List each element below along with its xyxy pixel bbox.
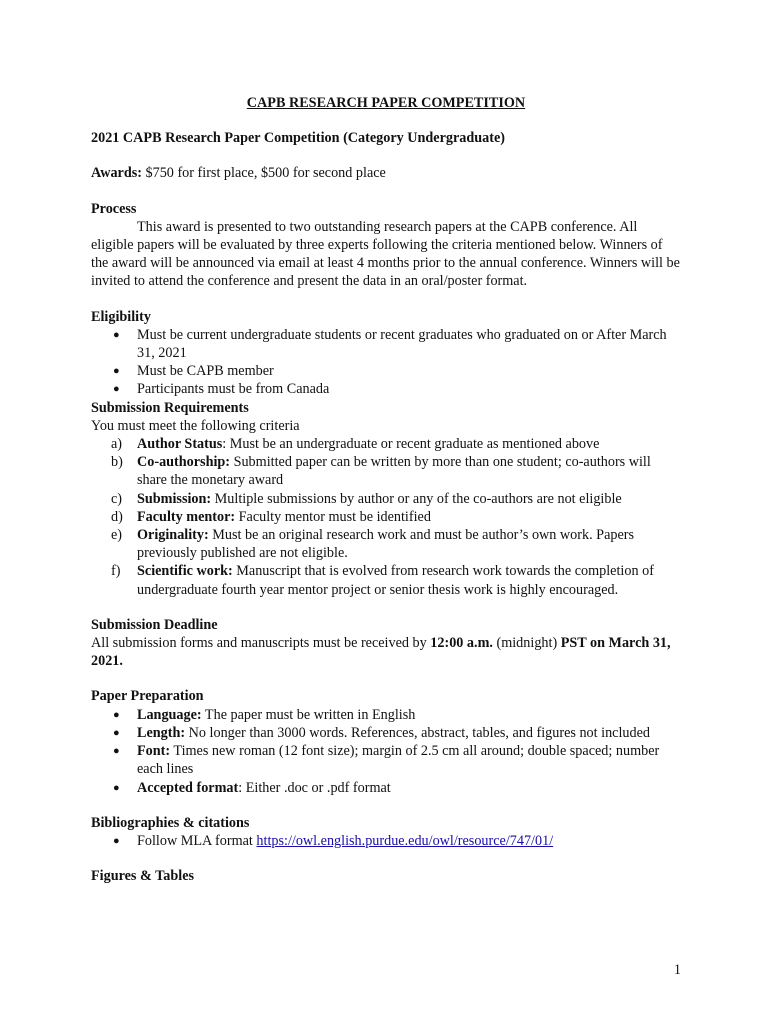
process-section [91,200,681,291]
list-marker: b) [111,454,123,471]
document-title: CAPB RESEARCH PAPER COMPETITION [246,95,526,111]
list-item [91,453,681,489]
deadline-section [91,616,681,671]
requirement-text: Faculty mentor must be identified [235,508,431,525]
list-item [91,526,681,562]
requirement-label: Submission: [137,490,212,507]
mla-format-link[interactable]: https://owl.english.purdue.edu/owl/resource/747/01/ [256,832,554,849]
list-item [91,706,681,724]
requirement-text: : Must be an undergraduate or recent graduate as mentioned above [222,436,600,453]
list-marker: e) [111,527,123,544]
preparation-text: No longer than 3000 words. References, abstract, tables, and figures not included [185,724,650,741]
requirement-text: Multiple submissions by author or any of the co-authors are not eligible [211,490,622,507]
eligibility-section [91,308,681,399]
requirement-label: Author Status [137,436,223,453]
preparation-label: Font: [137,743,171,760]
list-item [91,779,681,797]
list-item [91,832,681,850]
bibliographies-section [91,814,681,850]
paper-preparation-list [91,706,681,797]
bullet-icon: ● [113,365,120,378]
bullet-icon: ● [113,708,120,721]
paper-preparation-section [91,687,681,796]
awards-text: $750 for first place, $500 for second place [141,165,386,182]
eligibility-item-text: Participants must be from Canada [137,381,330,398]
list-marker: f) [111,563,121,580]
process-text: This award is presented to two outstanding research papers at the CAPB conference. All eligible papers will be evaluated by three experts following the criteria mentioned below. Winners of the award will be announced via email at least 4 months prior to the annual conference. Winners will be invited to attend the conference and present the data in an oral/poster format. [91,218,680,290]
bibliographies-item-text: Follow MLA format [137,832,257,849]
deadline-text [91,634,681,670]
requirement-text: Must be an original research work and must be author’s own work. Papers previously published are not eligible. [137,527,634,562]
list-marker: c) [111,490,123,507]
requirement-label: Scientific work: [137,563,233,580]
list-item [91,508,681,526]
list-item [91,724,681,742]
list-item [91,435,681,453]
bullet-icon: ● [113,745,120,758]
process-heading: Process [91,200,137,217]
deadline-text-middle: (midnight) [492,635,561,652]
bullet-icon: ● [113,383,120,396]
preparation-text: Times new roman (12 font size); margin of 2.5 cm all around; double spaced; number each lines [137,743,660,778]
deadline-heading: Submission Deadline [91,616,218,633]
eligibility-item-text: Must be CAPB member [137,363,274,380]
list-item [91,490,681,508]
bullet-icon: ● [113,834,120,847]
preparation-label: Accepted format [137,779,239,796]
bibliographies-heading: Bibliographies & citations [91,814,250,831]
awards-label: Awards: [91,165,142,182]
deadline-time: 12:00 a.m. [430,635,493,652]
preparation-text: The paper must be written in English [201,706,416,723]
submission-requirements-intro: You must meet the following criteria [91,417,300,434]
awards-paragraph [91,164,681,182]
bullet-icon: ● [113,726,120,739]
list-item [91,742,681,778]
eligibility-item-text: Must be current undergraduate students or recent graduates who graduated on or After March 31, 2021 [137,326,667,362]
list-item [91,326,681,362]
submission-requirements-list [91,435,681,599]
list-item [91,562,681,598]
list-marker: a) [111,436,123,453]
submission-requirements-heading: Submission Requirements [91,399,249,416]
deadline-text-before: All submission forms and manuscripts must be received by [91,635,431,652]
preparation-label: Length: [137,724,186,741]
eligibility-list [91,326,681,399]
list-marker: d) [111,508,123,525]
requirement-label: Faculty mentor: [137,508,236,525]
page-number: 1 [673,962,681,978]
list-item [91,380,681,398]
bibliographies-list [91,832,681,850]
requirement-label: Co-authorship: [137,454,231,471]
paper-preparation-heading: Paper Preparation [91,688,204,705]
list-item [91,362,681,380]
deadline-date: PST on March 31, 2021. [91,635,671,670]
requirement-text: Manuscript that is evolved from research work towards the completion of undergraduate fourth year mentor project or senior thesis work is highly encouraged. [137,563,654,598]
requirement-label: Originality: [137,527,209,544]
eligibility-heading: Eligibility [91,308,151,325]
preparation-text: : Either .doc or .pdf format [238,779,391,796]
bullet-icon: ● [113,328,120,341]
figures-heading: Figures & Tables [91,868,195,885]
bullet-icon: ● [113,781,120,794]
document-page [91,94,681,885]
document-subtitle: 2021 CAPB Research Paper Competition (Category Undergraduate) [91,130,506,147]
submission-requirements-section [91,399,681,599]
preparation-label: Language: [137,706,202,723]
requirement-text: Submitted paper can be written by more than one student; co-authors will share the monetary award [137,454,651,489]
